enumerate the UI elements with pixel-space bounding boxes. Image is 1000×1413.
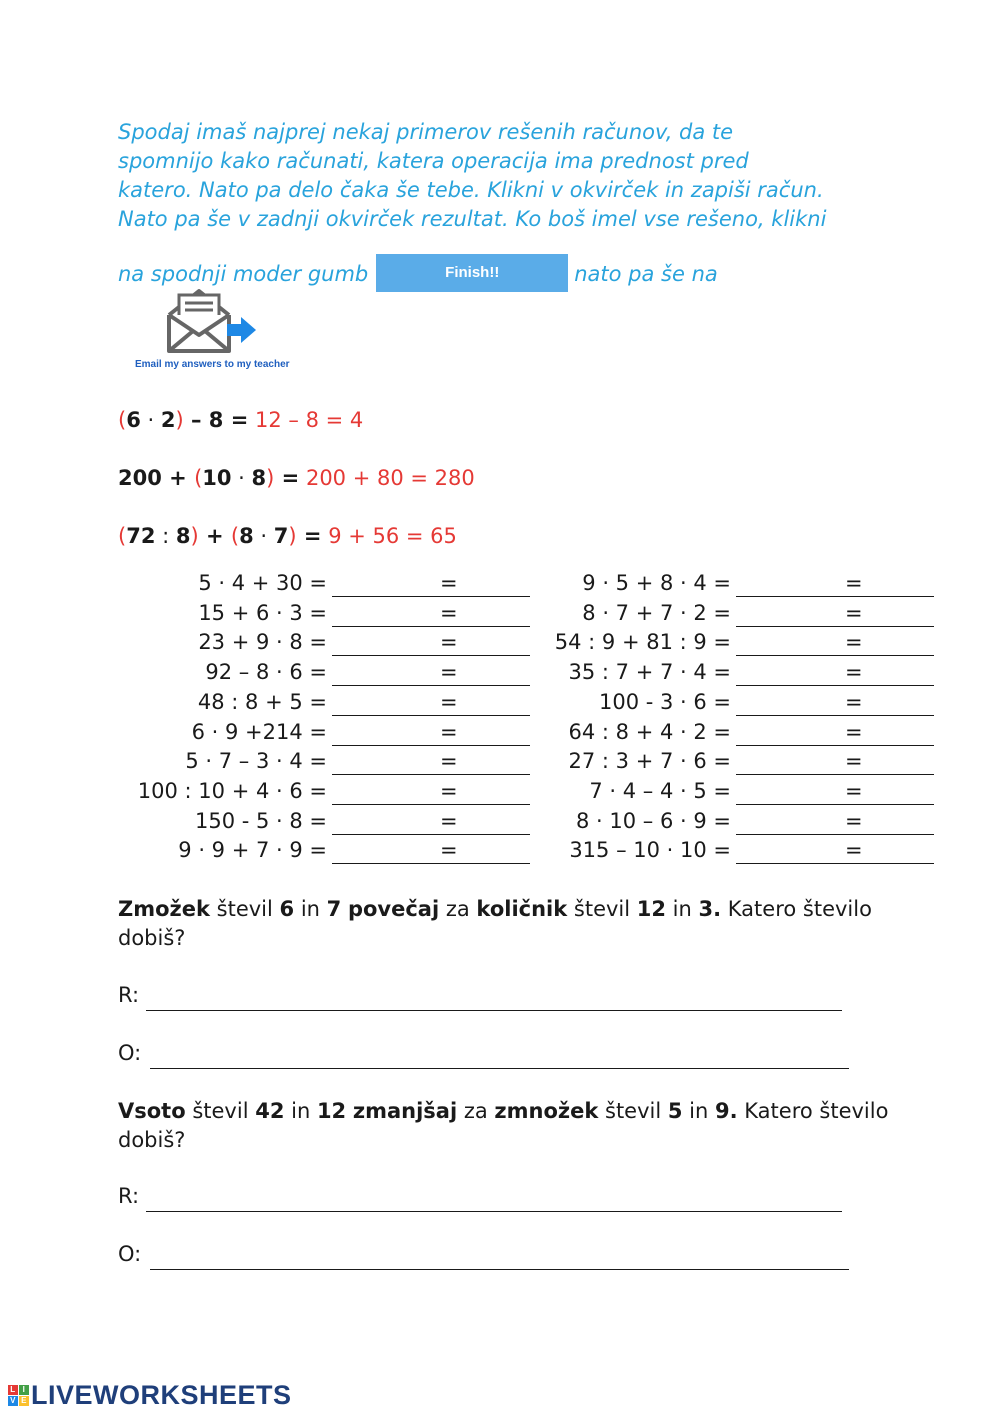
word-problem-2: Vsoto števil 42 in 12 zmanjšaj za zmnožek števil 5 in 9. Katero število dobiš? xyxy=(118,1099,889,1152)
exercise-expression: 9 · 9 + 7 · 9 = xyxy=(178,838,327,862)
envelope-arrow-icon xyxy=(165,285,260,355)
equals-sign: = xyxy=(845,779,863,803)
instruction-line: Spodaj imaš najprej nekaj primerov rešenih računov, da te xyxy=(118,120,734,144)
exercise-answer-input[interactable] xyxy=(736,688,934,716)
equals-sign: = xyxy=(440,690,458,714)
calculation-row xyxy=(118,1181,843,1211)
exercise-expression: 9 · 5 + 8 · 4 = xyxy=(582,571,731,595)
exercise-expression: 54 : 9 + 81 : 9 = xyxy=(554,630,731,654)
exercise-expression: 5 · 7 – 3 · 4 = xyxy=(185,749,327,773)
equals-sign: = xyxy=(440,630,458,654)
liveworksheets-logo xyxy=(8,1380,292,1411)
exercise-expression: 92 – 8 · 6 = xyxy=(205,660,327,684)
answer-input[interactable] xyxy=(150,1040,849,1069)
equals-sign: = xyxy=(845,660,863,684)
exercise-expression: 150 - 5 · 8 = xyxy=(194,809,327,833)
equals-sign: = xyxy=(440,749,458,773)
instruction-line: katero. Nato pa delo čaka še tebe. Klikni v okvirček in zapiši račun. xyxy=(118,178,824,202)
exercise-expression: 100 - 3 · 6 = xyxy=(598,690,731,714)
exercise-answer-input[interactable] xyxy=(736,599,934,627)
exercise-row xyxy=(0,835,731,865)
equals-sign: = xyxy=(845,838,863,862)
equals-sign: = xyxy=(440,571,458,595)
equals-sign: = xyxy=(440,720,458,744)
instruction-line: Nato pa še v zadnji okvirček rezultat. Ko boš imel vse rešeno, klikni xyxy=(118,207,827,231)
exercise-expression: 100 : 10 + 4 · 6 = xyxy=(137,779,327,803)
exercise-answer-input[interactable] xyxy=(736,658,934,686)
exercise-expression: 315 – 10 · 10 = xyxy=(569,838,731,862)
equals-sign: = xyxy=(845,601,863,625)
equals-sign: = xyxy=(440,660,458,684)
worked-example: (6 · 2) – 8 = 12 – 8 = 4 xyxy=(118,408,364,432)
answer-row xyxy=(118,1038,848,1068)
exercise-row xyxy=(0,806,731,836)
exercise-row xyxy=(0,746,731,776)
equals-sign: = xyxy=(845,809,863,833)
exercise-row xyxy=(0,598,731,628)
calculation-label: R: xyxy=(118,983,140,1007)
instruction-text: na spodnji moder gumb xyxy=(118,262,369,286)
exercise-answer-input[interactable] xyxy=(736,836,934,864)
answer-input[interactable] xyxy=(150,1241,849,1270)
exercise-expression: 64 : 8 + 4 · 2 = xyxy=(568,720,731,744)
exercise-answer-input[interactable] xyxy=(736,777,934,805)
exercise-expression: 8 · 10 – 6 · 9 = xyxy=(576,809,731,833)
exercise-expression: 48 : 8 + 5 = xyxy=(197,690,327,714)
equals-sign: = xyxy=(440,838,458,862)
instruction-text: nato pa še na xyxy=(574,262,718,286)
exercise-answer-input[interactable] xyxy=(736,718,934,746)
equals-sign: = xyxy=(845,749,863,773)
answer-label: O: xyxy=(118,1041,142,1065)
logo-text: LIVEWORKSHEETS xyxy=(31,1380,292,1410)
finish-button[interactable]: Finish!! xyxy=(376,254,568,292)
exercise-answer-input[interactable] xyxy=(736,569,934,597)
equals-sign: = xyxy=(845,571,863,595)
equals-sign: = xyxy=(845,630,863,654)
exercise-expression: 8 · 7 + 7 · 2 = xyxy=(582,601,731,625)
exercise-expression: 27 : 3 + 7 · 6 = xyxy=(568,749,731,773)
exercise-expression: 23 + 9 · 8 = xyxy=(198,630,327,654)
exercise-expression: 15 + 6 · 3 = xyxy=(198,601,327,625)
instructions-paragraph xyxy=(118,118,898,289)
exercise-row xyxy=(0,627,731,657)
worked-example: 200 + (10 · 8) = 200 + 80 = 280 xyxy=(118,466,475,490)
exercise-row xyxy=(0,568,731,598)
exercise-row xyxy=(0,687,731,717)
logo-mark-icon: L I V E xyxy=(8,1385,29,1406)
calculation-input[interactable] xyxy=(146,982,842,1011)
worked-example: (72 : 8) + (8 · 7) = 9 + 56 = 65 xyxy=(118,524,457,548)
exercise-expression: 6 · 9 +214 = xyxy=(191,720,327,744)
instruction-line: spomnijo kako računati, katera operacija ima prednost pred xyxy=(118,149,749,173)
calculation-input[interactable] xyxy=(146,1183,842,1212)
exercise-expression: 5 · 4 + 30 = xyxy=(198,571,327,595)
exercise-row xyxy=(0,657,731,687)
equals-sign: = xyxy=(440,601,458,625)
calculation-row xyxy=(118,980,843,1010)
equals-sign: = xyxy=(440,779,458,803)
word-problem-1: Zmožek števil 6 in 7 povečaj za količnik števil 12 in 3. Katero število dobiš? xyxy=(118,897,872,950)
answer-label: O: xyxy=(118,1242,142,1266)
exercise-expression: 35 : 7 + 7 · 4 = xyxy=(568,660,731,684)
instruction-last-line xyxy=(118,251,898,289)
exercise-answer-input[interactable] xyxy=(736,747,934,775)
exercise-answer-input[interactable] xyxy=(736,628,934,656)
equals-sign: = xyxy=(845,690,863,714)
exercise-expression: 7 · 4 – 4 · 5 = xyxy=(589,779,731,803)
answer-row xyxy=(118,1239,848,1269)
email-answers-button[interactable] xyxy=(135,285,295,370)
exercise-row xyxy=(0,776,731,806)
email-caption: Email my answers to my teacher xyxy=(135,359,290,370)
exercise-answer-input[interactable] xyxy=(736,807,934,835)
exercise-row xyxy=(0,717,731,747)
equals-sign: = xyxy=(440,809,458,833)
calculation-label: R: xyxy=(118,1184,140,1208)
equals-sign: = xyxy=(845,720,863,744)
